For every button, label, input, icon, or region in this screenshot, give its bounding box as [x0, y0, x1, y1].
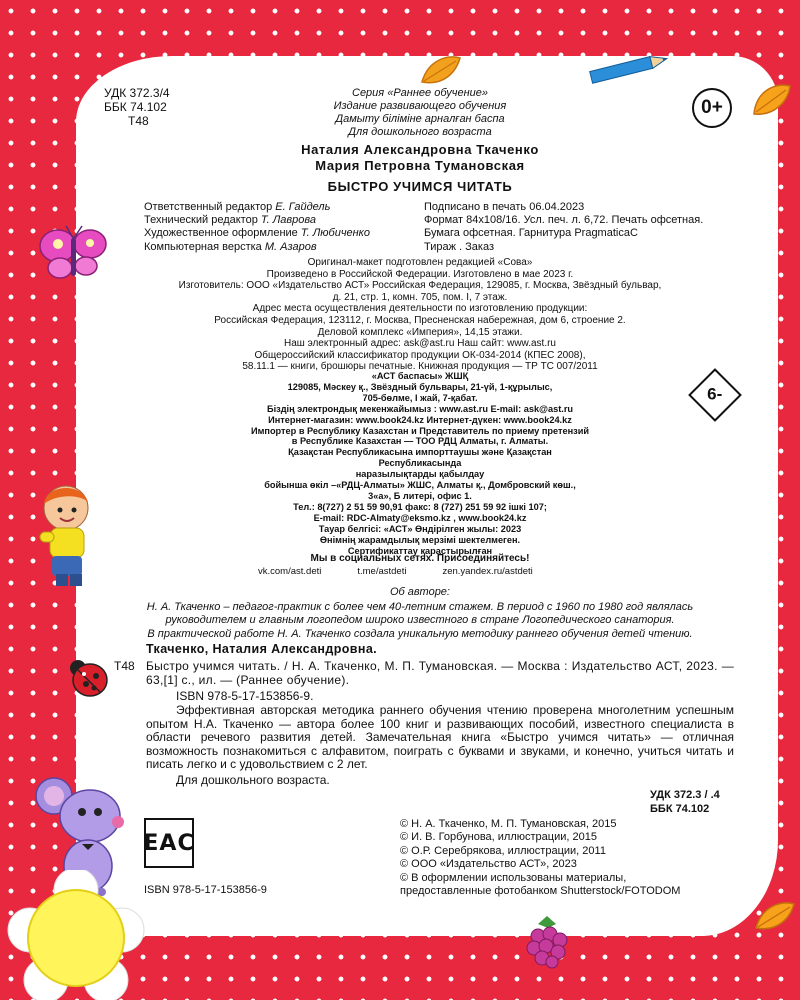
bib-isbn: ISBN 978-5-17-153856-9. — [176, 689, 314, 703]
author-2: Мария Петровна Тумановская — [315, 158, 525, 173]
credit-row — [144, 214, 744, 227]
credit-row — [144, 241, 744, 254]
kz-imprint-block — [250, 371, 590, 556]
boy-icon — [20, 480, 104, 590]
imprint-line: Наш электронный адрес: ask@ast.ru Наш сайт: www.ast.ru — [284, 338, 556, 350]
imprint-line: 58.11.1 — книги, брошюры печатные. Книжная продукция — ТР ТС 007/2011 — [242, 361, 598, 373]
leaf-icon — [748, 78, 794, 122]
author-code: Т48 — [128, 114, 149, 128]
credit-name: Е. Гайдель — [275, 201, 331, 213]
age-rating-value: 0+ — [701, 97, 723, 118]
copyright-line: © О.Р. Серебрякова, иллюстрации, 2011 — [400, 844, 606, 857]
bib-annotation: Эффективная авторская методика раннего обучения чтению проверена многолетним успешным опытом Н.А. Ткаченко — автора более 100 книг и развивающих пособий, известного специалиста в области речевого развития детей. Замечательная книга «Быстро учимся читать» — отличная возможность познакомиться с алфавитом, поиграть с буквами и звуками, и конечно, учиться читать и писать легко и с удовольствием с 2 лет. — [146, 703, 734, 772]
edition-ru: Издание развивающего обучения — [333, 100, 507, 112]
kz-line: Тел.: 8(727) 2 51 59 90,91 факс: 8 (727) 251 59 92 ішкі 107; — [293, 501, 547, 512]
kz-line: наразылықтарды қабылдау — [355, 469, 485, 480]
kz-line: Қазақстан Республикасына импорттаушы және Қазақстан Республикасында — [288, 447, 552, 469]
bib-audience: Для дошкольного возраста. — [176, 773, 330, 787]
bib-code: Т48 — [114, 659, 135, 673]
about-line: Н. А. Ткаченко – педагог-практик с более чем 40-летним стажем. В период с 1960 по 1980 год являлась — [146, 601, 694, 614]
udk-code: УДК 372.3/4 — [104, 86, 170, 100]
imprint-line: Оригинал-макет подготовлен редакцией «Сова» — [307, 257, 533, 268]
audience-label: Для дошкольного возраста — [348, 126, 492, 138]
butterfly-icon — [36, 222, 110, 288]
footer-isbn: ISBN 978-5-17-153856-9 — [144, 884, 267, 896]
print-info: Бумага офсетная. Гарнитура PragmaticaC — [424, 227, 638, 240]
imprint-line: Произведено в Российской Федерации. Изготовлено в мае 2023 г. — [266, 268, 574, 280]
kz-line: «АСТ баспасы» ЖШҚ — [371, 371, 469, 381]
flower-icon — [6, 870, 146, 1000]
raspberry-icon — [520, 914, 574, 970]
kz-line: Импортер в Республику Казахстан и Представитель по приему претензий — [251, 425, 589, 436]
series-block — [240, 87, 600, 139]
age-rating-badge — [692, 88, 732, 128]
footer-bbk: ББК 74.102 — [650, 803, 710, 815]
bib-entry: Быстро учимся читать. / Н. А. Ткаченко, М. П. Тумановская. — Москва : Издательство АСТ, 2023. — 63,[1] с., ил. — (Раннее обучение). — [146, 659, 734, 687]
credit-role: Технический редактор — [144, 214, 258, 227]
credit-name: Т. Любиченко — [300, 227, 370, 240]
copyright-line: © Н. А. Ткаченко, М. П. Тумановская, 2015 — [400, 818, 617, 830]
about-line: руководителем и главным логопедом широко известного в стране Логопедического санатория. — [165, 614, 675, 627]
imprint-line: Изготовитель: ООО «Издательство АСТ» Российская Федерация, 129085, г. Москва, Звёздный бульвар, — [178, 280, 662, 292]
edition-kz: Дамыту біліміне арналған баспа — [335, 113, 505, 125]
credit-role: Компьютерная верстка — [144, 240, 262, 253]
imprint-line: Адрес места осуществления деятельности по изготовлению продукции: — [252, 303, 588, 315]
imprint-line: Российская Федерация, 123112, г. Москва, Пресненская набережная, дом 6, строение 2. — [214, 314, 626, 326]
footer-classification — [650, 788, 720, 816]
imprint-line: Деловой комплекс «Империя», 14,15 этажи. — [317, 326, 523, 338]
kz-line: бойынша өкіл –«РДЦ-Алматы» ЖШС, Алматы қ., Домбровский көш., — [264, 480, 576, 491]
eac-logo — [144, 818, 194, 868]
kz-line: Өнімнің жарамдылық мерзімі шектелмеген. — [319, 534, 521, 545]
print-info: Подписано в печать 06.04.2023 — [424, 201, 585, 213]
copyright-line: © В оформлении использованы материалы, — [400, 871, 627, 884]
copyright-line: © ООО «Издательство АСТ», 2023 — [400, 858, 577, 871]
about-author — [110, 586, 730, 641]
credit-role: Ответственный редактор — [144, 201, 273, 213]
copyright-line: предоставленные фотобанком Shutterstock/FOTODOM — [400, 885, 681, 898]
credit-name: М. Азаров — [264, 240, 317, 253]
eac-logo-text: ЕАС — [143, 830, 195, 856]
social-link-zen[interactable]: zen.yandex.ru/astdeti — [442, 566, 533, 577]
kz-line: 3«а», Б литері, офис 1. — [368, 490, 472, 501]
credits-block — [144, 201, 744, 254]
social-links — [258, 566, 533, 577]
social-link-telegram[interactable]: t.me/astdeti — [357, 566, 407, 577]
kz-line: Сертификаттау қарастырылған — [347, 545, 493, 556]
kz-line: в Республике Казахстан — ТОО РДЦ Алматы, г. Алматы. — [291, 436, 549, 447]
social-heading: Мы в социальных сетях. Присоединяйтесь! — [310, 553, 530, 564]
imprint-line: д. 21, стр. 1, комн. 705, пом. I, 7 этаж. — [332, 291, 508, 303]
footer-udk: УДК 372.3 / .4 — [650, 789, 720, 801]
imprint-block — [140, 257, 700, 373]
kz-line: Интернет-магазин: www.book24.kz Интернет-дүкен: www.book24.kz — [268, 414, 572, 425]
print-info: Тираж . Заказ — [424, 240, 494, 253]
kz-line: E-mail: RDC-Almaty@eksmo.kz , www.book24.kz — [313, 512, 527, 523]
author-1: Наталия Александровна Ткаченко — [301, 142, 539, 157]
leaf-icon — [752, 898, 798, 938]
classification-block — [104, 86, 170, 128]
credit-name: Т. Лаврова — [260, 214, 316, 227]
pencil-icon — [584, 50, 674, 86]
print-info: Формат 84х108/16. Усл. печ. л. 6,72. Печать офсетная. — [424, 214, 704, 227]
about-heading: Об авторе: — [390, 586, 450, 598]
authors-block — [240, 142, 600, 174]
leaf-icon — [418, 52, 464, 92]
imprint-line: Общероссийский классификатор продукции ОК-034-2014 (КПЕС 2008), — [254, 349, 586, 361]
social-link-vk[interactable]: vk.com/ast.deti — [258, 566, 322, 577]
copyright-line: © И. В. Горбунова, иллюстрации, 2015 — [400, 831, 597, 844]
kz-line: Біздің электрондық мекенжайымыз : www.ast.ru E-mail: ask@ast.ru — [266, 403, 574, 414]
copyrights-block — [400, 818, 680, 898]
series-name: Серия «Раннее обучение» — [352, 87, 488, 99]
credit-role: Художественное оформление — [144, 227, 298, 240]
about-line: В практической работе Н. А. Ткаченко создала уникальную методику раннего обучения детей чтению. — [147, 627, 693, 640]
book-title: БЫСТРО УЧИМСЯ ЧИТАТЬ — [327, 179, 513, 194]
kz-line: Тауар белгісі: «АСТ» Өндірілген жылы: 2023 — [318, 523, 522, 534]
bbk-code: ББК 74.102 — [104, 100, 167, 114]
ladybug-icon — [64, 654, 110, 700]
age-6-value: 6- — [707, 385, 723, 404]
kz-line: 705-бөлме, I жай, 7-қабат. — [362, 392, 478, 403]
credit-row — [144, 227, 744, 240]
bib-author-heading: Ткаченко, Наталия Александровна. — [146, 642, 378, 656]
credit-row — [144, 201, 744, 214]
kz-line: 129085, Мәскеу қ., Звёздный бульвары, 21-үй, 1-құрылыс, — [287, 381, 553, 392]
